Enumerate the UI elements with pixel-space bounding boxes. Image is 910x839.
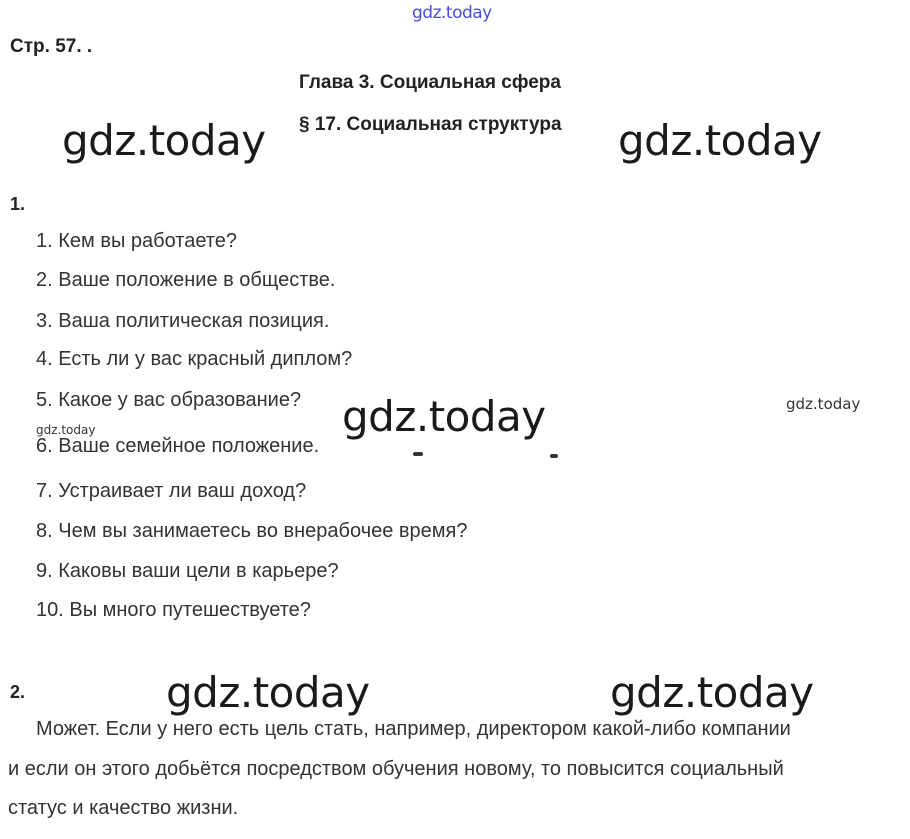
task-1-number: 1. (10, 194, 26, 214)
question-item: 8. Чем вы занимаетесь во внерабочее время? (36, 520, 468, 542)
answer-line: Может. Если у него есть цель стать, например, директором какой-либо компании (36, 718, 791, 740)
question-item: 2. Ваше положение в обществе. (36, 269, 336, 291)
watermark-right-bottom: gdz.today (610, 668, 814, 717)
answer-line: и если он этого добьётся посредством обучения новому, то повысится социальный (8, 758, 784, 780)
question-item: 10. Вы много путешествуете? (36, 599, 311, 621)
watermark-center: gdz.today (342, 392, 546, 441)
question-item: 9. Каковы ваши цели в карьере? (36, 560, 339, 582)
watermark-speck (413, 452, 423, 456)
watermark-speck (550, 454, 558, 458)
question-item: 3. Ваша политическая позиция. (36, 310, 330, 332)
question-item: 7. Устраивает ли ваш доход? (36, 480, 307, 502)
section-title: § 17. Социальная структура (299, 114, 562, 135)
chapter-title: Глава 3. Социальная сфера (299, 72, 561, 93)
watermark-left-top: gdz.today (62, 116, 266, 165)
question-item: 1. Кем вы работаете? (36, 230, 237, 252)
watermark-small-right: gdz.today (786, 395, 861, 413)
watermark-top: gdz.today (412, 3, 492, 23)
question-item: 5. Какое у вас образование? (36, 389, 302, 411)
page-reference: Стр. 57. . (10, 36, 93, 57)
question-item: 4. Есть ли у вас красный диплом? (36, 348, 353, 370)
answer-line: статус и качество жизни. (8, 797, 239, 819)
watermark-tiny-left: gdz.today (36, 423, 96, 437)
task-2-number: 2. (10, 682, 26, 702)
watermark-left-bottom: gdz.today (166, 668, 370, 717)
watermark-right-top: gdz.today (618, 116, 822, 165)
question-item: 6. Ваше семейное положение. (36, 435, 320, 457)
